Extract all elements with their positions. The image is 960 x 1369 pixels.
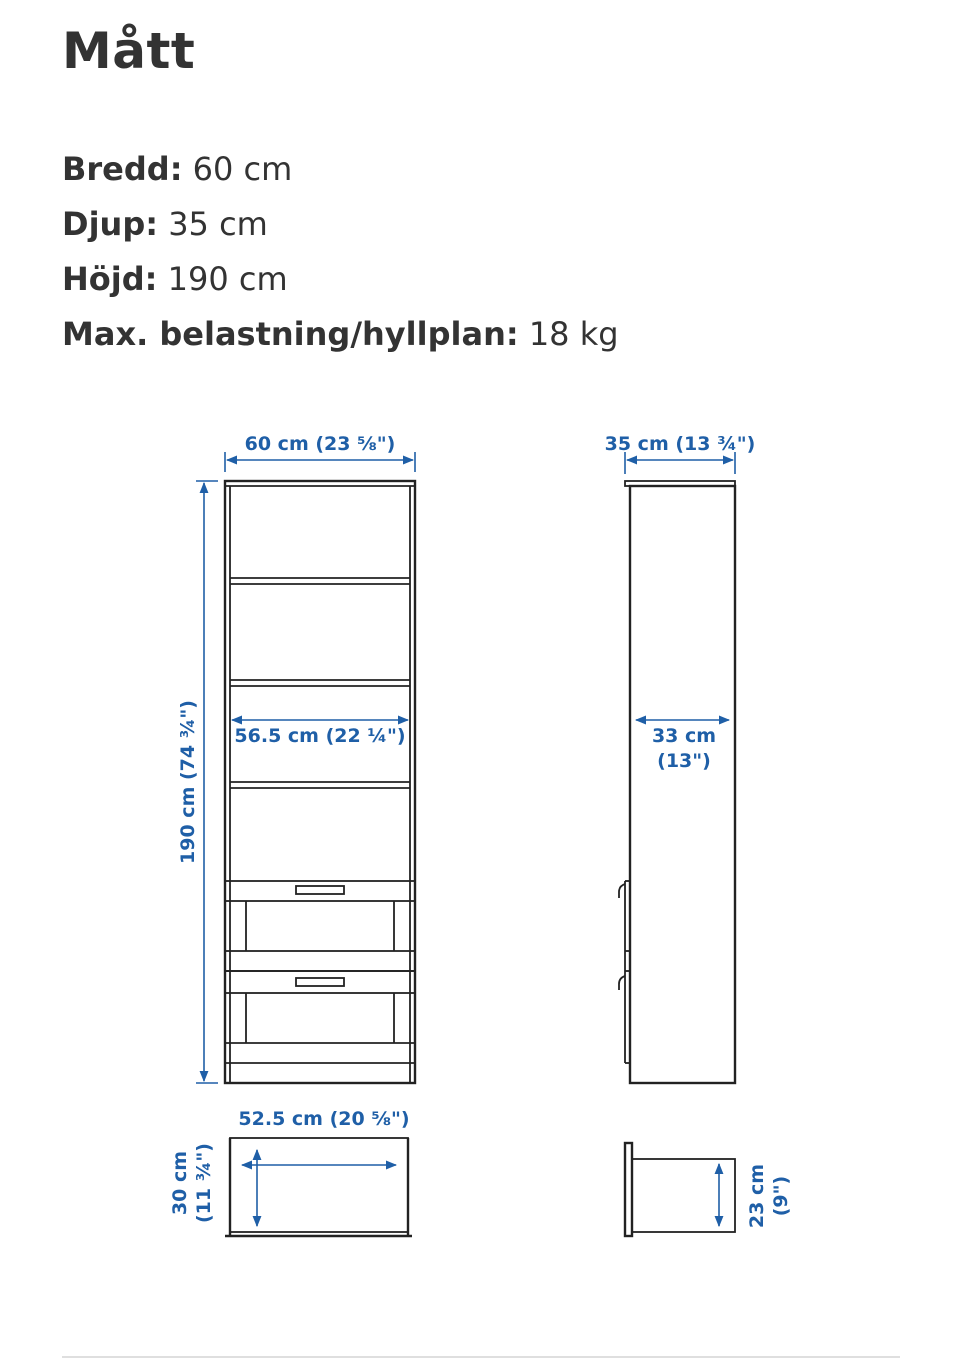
drawer-top-view xyxy=(225,1138,412,1236)
front-width-label: 60 cm (23 ⅝") xyxy=(244,433,396,455)
page-title: Mått xyxy=(62,22,196,80)
side-depth-label: 35 cm (13 ¾") xyxy=(604,433,756,455)
drawer-height-label-line1: 23 cm xyxy=(746,1163,768,1229)
inner-depth-label-line1: 33 cm xyxy=(651,725,717,747)
divider xyxy=(62,1356,900,1358)
inner-width-label: 56.5 cm (22 ¼") xyxy=(234,725,406,747)
side-view xyxy=(619,481,735,1083)
spec-value: 35 cm xyxy=(168,205,268,243)
inner-depth-label-line2: (13") xyxy=(657,750,711,772)
drawer-depth-label-line1: 30 cm xyxy=(169,1150,191,1216)
spec-label: Djup: xyxy=(62,205,159,243)
front-view xyxy=(225,481,415,1083)
drawer-height-label-line2: (9") xyxy=(770,1175,792,1217)
height-label: 190 cm (74 ¾") xyxy=(177,700,199,864)
drawer-width-label: 52.5 cm (20 ⅝") xyxy=(238,1108,410,1130)
spec-value: 60 cm xyxy=(192,150,293,188)
spec-value: 190 cm xyxy=(167,260,288,298)
spec-label: Max. belastning/hyllplan: xyxy=(62,315,519,353)
spec-label: Höjd: xyxy=(62,260,158,298)
spec-value: 18 kg xyxy=(528,315,619,353)
spec-label: Bredd: xyxy=(62,150,183,188)
drawer-depth-label-line2: (11 ¾") xyxy=(193,1143,215,1223)
